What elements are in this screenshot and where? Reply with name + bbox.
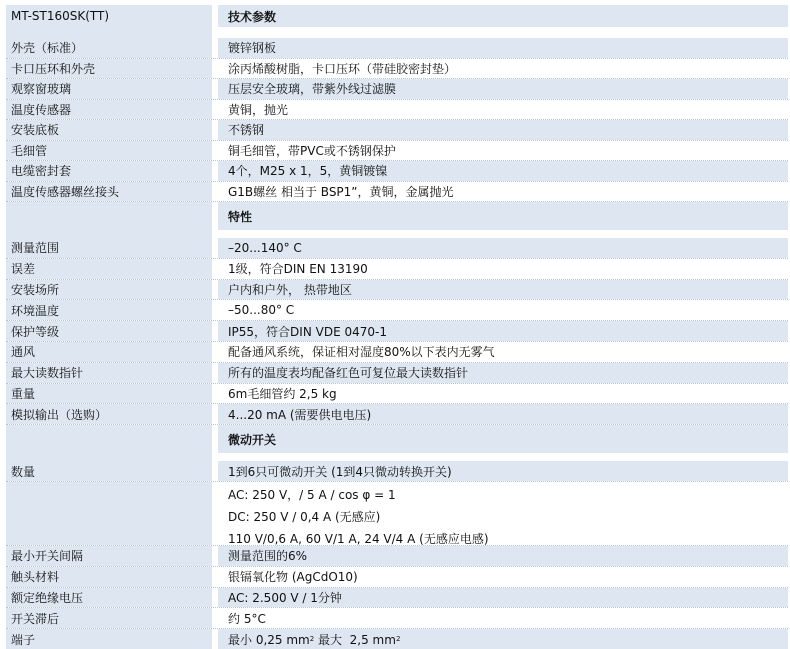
section-left-blank (6, 425, 212, 453)
spacer-left (6, 230, 212, 238)
tech-row (6, 182, 788, 203)
feature-row (6, 384, 788, 405)
switch-key: 额定绝缘电压 (6, 588, 212, 608)
feature-key: 通风 (6, 342, 212, 362)
model-label: MT-ST160SK(TT) (6, 5, 212, 27)
switch-key: 最小开关间隔 (6, 546, 212, 566)
switch-count-row (6, 461, 788, 482)
tech-key: 毛细管 (6, 141, 212, 161)
tech-value: 镀锌钢板 (218, 38, 788, 58)
spacer-row (6, 453, 788, 461)
switch-key: 开关滞后 (6, 608, 212, 628)
feature-rows (6, 238, 788, 425)
tech-value: 涂丙烯酸树脂，卡口压环（带硅胶密封垫） (228, 61, 457, 76)
feature-key: 最大读数指针 (6, 363, 212, 383)
tech-rows (6, 38, 788, 202)
section-row-switch (6, 425, 788, 453)
feature-row (6, 404, 788, 425)
spacer-right (218, 453, 788, 461)
feature-row (6, 259, 788, 280)
switch-ratings-row (6, 482, 788, 546)
feature-row (6, 363, 788, 384)
tech-key: 安装底板 (6, 120, 212, 140)
spacer-right (218, 27, 788, 38)
section-left-blank (6, 202, 212, 230)
feature-key: 环境温度 (6, 300, 212, 320)
terminal-value (218, 629, 788, 649)
rating-ac: AC: 250 V，/ 5 A / cos φ = 1 (228, 487, 396, 502)
feature-key: 安装场所 (6, 280, 212, 300)
switch-row (6, 608, 788, 629)
feature-row (6, 280, 788, 301)
tech-key: 温度传感器螺丝接头 (6, 182, 212, 202)
feature-row (6, 238, 788, 259)
section-title-switch: 微动开关 (218, 425, 788, 453)
tech-value: 4个，M25 x 1，5，黄铜镀镍 (218, 161, 788, 181)
spec-table (6, 5, 788, 649)
rating-inductive: 110 V/0,6 A, 60 V/1 A, 24 V/4 A (无感应电感) (228, 531, 489, 546)
feature-value: IP55，符合DIN VDE 0470-1 (218, 321, 788, 341)
switch-value: 银镉氧化物 (AgCdO10) (228, 570, 358, 585)
terminal-min-unit-exp: 2 (309, 635, 315, 644)
feature-value: 所有的温度表均配备红色可复位最大读数指针 (218, 363, 788, 383)
feature-value: –50...80° C (228, 303, 295, 318)
section-title-tech: 技术参数 (218, 5, 788, 27)
feature-key: 测量范围 (6, 238, 212, 258)
spacer-row (6, 27, 788, 38)
tech-row (6, 161, 788, 182)
tech-row (6, 100, 788, 121)
switch-ratings-key-blank (6, 482, 212, 545)
feature-value: 1级，符合DIN EN 13190 (228, 262, 368, 277)
feature-row (6, 300, 788, 321)
tech-value: 黄铜，抛光 (228, 102, 289, 117)
tech-value: 不锈钢 (218, 120, 788, 140)
tech-row (6, 59, 788, 80)
feature-value: –20...140° C (218, 238, 788, 258)
terminal-max: 最大 2,5 mm (314, 632, 396, 647)
spacer-left (6, 27, 212, 38)
terminal-row (6, 629, 788, 649)
feature-key: 保护等级 (6, 321, 212, 341)
switch-row (6, 546, 788, 567)
spacer-right (218, 230, 788, 238)
switch-key: 触头材料 (6, 567, 212, 587)
terminal-min: 最小 0,25 mm (228, 632, 310, 647)
feature-value: 户内和户外， 热带地区 (218, 280, 788, 300)
switch-value: 约 5°C (228, 611, 266, 626)
tech-row (6, 38, 788, 59)
switch-count-value: 1到6只可微动开关 (1到4只微动转换开关) (218, 461, 788, 481)
switch-row (6, 588, 788, 609)
switch-count-key: 数量 (6, 461, 212, 481)
rating-dc: DC: 250 V / 0,4 A (无感应) (228, 509, 381, 524)
feature-value: 4...20 mA (需要供电电压) (218, 404, 788, 424)
spacer-row (6, 230, 788, 238)
tech-key: 观察窗玻璃 (6, 79, 212, 99)
tech-key: 温度传感器 (6, 100, 212, 120)
tech-key: 外壳（标准） (6, 38, 212, 58)
tech-value: 铜毛细管，带PVC或不锈钢保护 (228, 143, 396, 158)
terminal-max-unit-exp: 2 (395, 635, 401, 644)
tech-row (6, 79, 788, 100)
switch-value: AC: 2.500 V / 1分钟 (218, 588, 788, 608)
feature-value: 6m毛细管约 2,5 kg (228, 386, 337, 401)
tech-key: 电缆密封套 (6, 161, 212, 181)
feature-key: 误差 (6, 259, 212, 279)
spacer-left (6, 453, 212, 461)
switch-ratings-values (218, 482, 788, 545)
switch-value: 测量范围的6% (218, 546, 788, 566)
tech-key: 卡口压环和外壳 (6, 59, 212, 79)
tech-row (6, 120, 788, 141)
switch-row (6, 567, 788, 588)
feature-key: 模拟输出（选购） (6, 404, 212, 424)
terminal-key: 端子 (6, 629, 212, 649)
header-row (6, 5, 788, 27)
tech-value: 压层安全玻璃，带紫外线过滤膜 (218, 79, 788, 99)
feature-value: 配备通风系统，保证相对湿度80%以下表内无雾气 (228, 345, 495, 360)
tech-value: G1B螺丝 相当于 BSP1”，黄铜，金属抛光 (228, 184, 454, 199)
section-title-features: 特性 (218, 202, 788, 230)
feature-row (6, 342, 788, 363)
feature-key: 重量 (6, 384, 212, 404)
feature-row (6, 321, 788, 342)
tech-row (6, 141, 788, 162)
section-row-features (6, 202, 788, 230)
